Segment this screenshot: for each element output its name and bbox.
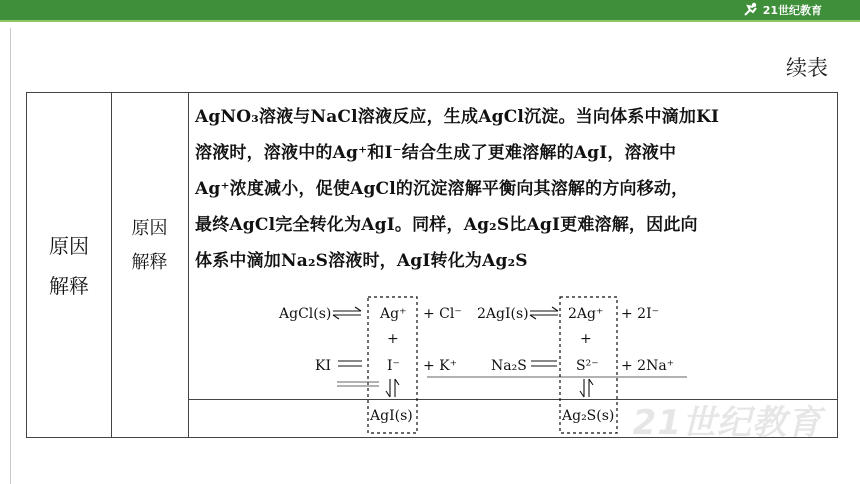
- down-equilibrium-arrow: [386, 379, 399, 397]
- sub-label-line: 解释: [131, 252, 168, 273]
- dissociation-arrow: [531, 361, 557, 366]
- paragraph-line: 最终AgCl完全转化为AgI。同样，Ag₂S比AgI更难溶解，因此向: [195, 215, 698, 235]
- agi-reactant-label: 2AgI(s): [477, 306, 529, 322]
- paragraph-line: 体系中滴加Na₂S溶液时，AgI转化为Ag₂S: [195, 251, 528, 271]
- paragraph-line: Ag⁺浓度减小，促使AgCl的沉淀溶解平衡向其溶解的方向移动，: [195, 179, 689, 199]
- brand-logo-text: 21世纪教育: [762, 4, 822, 17]
- k-ion-label: + K⁺: [423, 358, 458, 374]
- down-equilibrium-arrow: [580, 379, 593, 397]
- equilibrium-arrow: [530, 307, 558, 319]
- row-label-line: 解释: [49, 274, 89, 298]
- na2s-label: Na₂S: [491, 358, 527, 374]
- paragraph-line: 溶液时，溶液中的Ag⁺和I⁻结合生成了更难溶解的AgI，溶液中: [195, 143, 677, 163]
- two-iodide-ion-label: + 2I⁻: [621, 306, 660, 322]
- cl-ion-label: + Cl⁻: [423, 306, 462, 322]
- two-na-ion-label: + 2Na⁺: [621, 358, 675, 374]
- row-label-line: 原因: [49, 234, 89, 258]
- dissociation-arrow: [338, 361, 362, 366]
- table-continued-title: 续表: [786, 56, 828, 80]
- reaction-diagram: [27, 93, 839, 439]
- agi-solid-label: AgI(s): [370, 408, 413, 424]
- sub-label-line: 原因: [131, 218, 168, 239]
- plus-sign: +: [580, 331, 592, 347]
- iodide-ion-label: I⁻: [387, 358, 400, 374]
- ki-label: KI: [315, 358, 331, 374]
- left-margin-line: [10, 28, 11, 484]
- agcl-solid-label: AgCl(s): [279, 306, 332, 322]
- plus-sign: +: [387, 331, 399, 347]
- ag2s-solid-label: Ag₂S(s): [562, 408, 615, 424]
- paragraph-line: AgNO₃溶液与NaCl溶液反应，生成AgCl沉淀。当向体系中滴加KI: [195, 107, 720, 127]
- watermark: 21世纪教育: [632, 403, 822, 443]
- ag-ion-label: Ag⁺: [380, 306, 407, 322]
- brand-logo: [742, 1, 822, 19]
- equilibrium-arrow: [333, 307, 361, 319]
- runner-icon: [742, 2, 760, 18]
- explanation-table: [26, 92, 838, 438]
- top-banner: [0, 0, 860, 20]
- top-banner-stripe: [0, 20, 860, 22]
- sulfide-ion-label: S²⁻: [576, 358, 599, 374]
- two-ag-ion-label: 2Ag⁺: [568, 306, 604, 322]
